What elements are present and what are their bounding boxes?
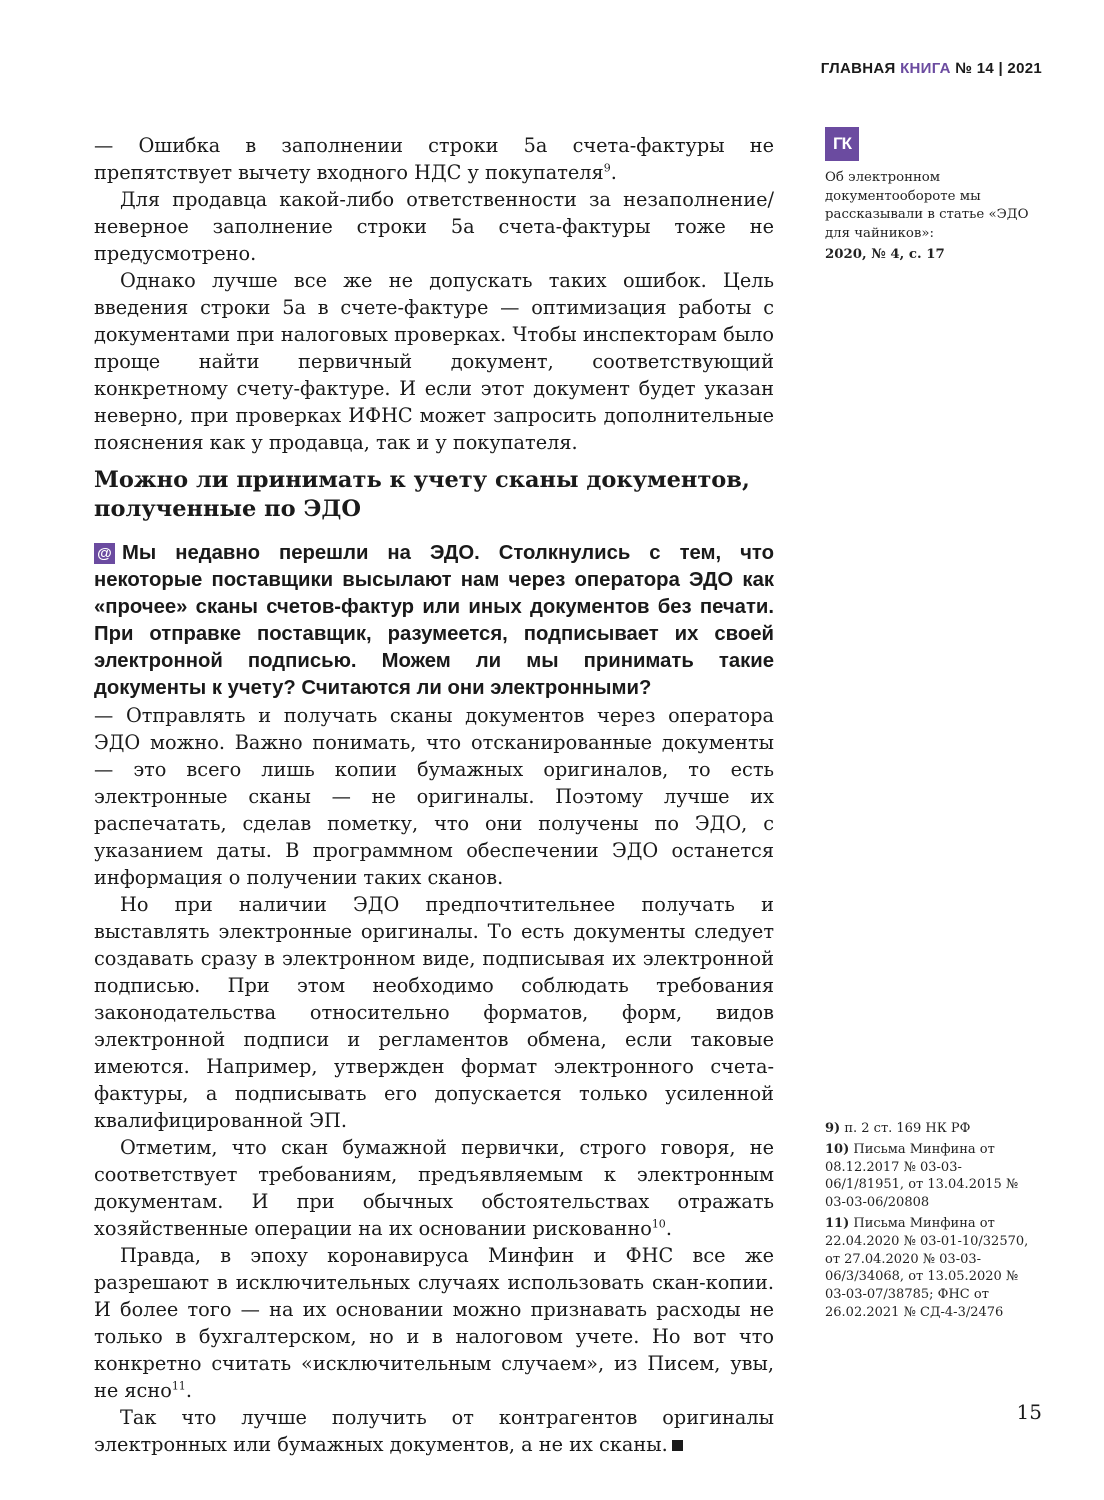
reader-question (94, 540, 774, 702)
page-number: 15 (1016, 1400, 1042, 1424)
answer-paragraph-5: Так что лучше получить от контрагентов оригиналы электронных или бумажных документов, а не их сканы. (94, 1406, 774, 1456)
footnote-11: 11) Письма Минфина от 22.04.2020 № 03-01-10/32570, от 27.04.2020 № 03-03-06/3/34068, от 13.05.2020 № 03-03-07/38785; ФНС от 26.02.2021 № СД-4-3/2476 (825, 1215, 1029, 1320)
footnote-10: 10) Письма Минфина от 08.12.2017 № 03-03-06/1/81951, от 13.04.2015 № 03-03-06/20808 (825, 1141, 1019, 1211)
sidebar-note-text: Об электронном документообороте мы рассказывали в статье «ЭДО для чайников»: (825, 170, 1029, 241)
qa-block (94, 540, 774, 1458)
end-mark-icon (672, 1440, 683, 1451)
footnote-ref-9: 9 (603, 161, 611, 175)
at-icon: @ (94, 543, 115, 564)
intro-paragraph-2: Для продавца какой-либо ответственности за незаполнение/неверное заполнение строки 5а счета-фактуры тоже не предусмотрено. (94, 188, 774, 265)
intro-paragraph-1: — Ошибка в заполнении строки 5а счета-фактуры не препятствует вычету входного НДС у покупателя$^9$. (94, 134, 774, 184)
header-title-accent: КНИГА (900, 60, 951, 77)
answer-paragraph-3: Отметим, что скан бумажной первички, строго говоря, не соответствует требованиям, предъявляемым к электронным документам. И при обычных обстоятельствах отражать хозяйственные операции на их основании рискованно$^{10}$. (94, 1136, 774, 1240)
gk-logo-icon: ГК (825, 127, 859, 161)
header-issue: № 14 | 2021 (955, 60, 1042, 77)
footnotes (825, 1120, 1040, 1325)
intro-text (94, 132, 774, 456)
magazine-header (821, 60, 1042, 77)
answer (94, 702, 774, 1458)
answer-paragraph-2: Но при наличии ЭДО предпочтительнее получать и выставлять электронные оригиналы. То есть документы следует создавать сразу в электронном виде, подписывая их электронной подписью. При этом необходимо соблюдать требования законодательства относительно форматов, форм, видов электронной подписи и регламентов обмена, если таковые имеются. Например, утвержден формат электронного счета-фактуры, а подписывать его допускается только усиленной квалифицированной ЭП. (94, 893, 774, 1132)
sidebar-note-reference[interactable]: 2020, № 4, с. 17 (825, 247, 945, 262)
answer-paragraph-4: Правда, в эпоху коронавируса Минфин и ФНС все же разрешают в исключительных случаях использовать скан-копии. И более того — на их основании можно признавать расходы не только в бухгалтерском, но и в налоговом учете. Но вот что конкретно считать «исключительным случаем», из Писем, увы, не ясно$^{11}$. (94, 1244, 774, 1402)
question-text: Мы недавно перешли на ЭДО. Столкнулись с тем, что некоторые поставщики высылают нам через оператора ЭДО как «прочее» сканы счетов-фактур или иных документов без печати. При отправке поставщик, разумеется, подписывает их своей электронной подписью. Можем ли мы принимать такие документы к учету? Считаются ли они электронными? (94, 542, 774, 699)
header-title-main: ГЛАВНАЯ (820, 60, 896, 77)
sidebar-note (825, 169, 1035, 265)
answer-paragraph-1: — Отправлять и получать сканы документов через оператора ЭДО можно. Важно понимать, что отсканированные документы — это всего лишь копии бумажных оригиналов, то есть электронные сканы — не оригиналы. Поэтому лучше их распечатать, сделав пометку, что они получены по ЭДО, с указанием даты. В программном обеспечении ЭДО останется информация о получении таких сканов. (94, 704, 774, 889)
section-heading: Можно ли принимать к учету сканы документов, полученные по ЭДО (94, 467, 750, 522)
footnote-ref-10: 10 (651, 1217, 666, 1231)
intro-paragraph-3: Однако лучше все же не допускать таких ошибок. Цель введения строки 5а в счете-фактуре — оптимизация работы с документами при налоговых проверках. Чтобы инспекторам было проще найти первичный документ, соответствующий конкретному счету-фактуре. И если этот документ будет указан неверно, при проверках ИФНС может запросить дополнительные пояснения как у продавца, так и у покупателя. (94, 269, 774, 454)
footnote-9: 9) п. 2 ст. 169 НК РФ (825, 1121, 971, 1136)
footnote-ref-11: 11 (171, 1379, 186, 1393)
